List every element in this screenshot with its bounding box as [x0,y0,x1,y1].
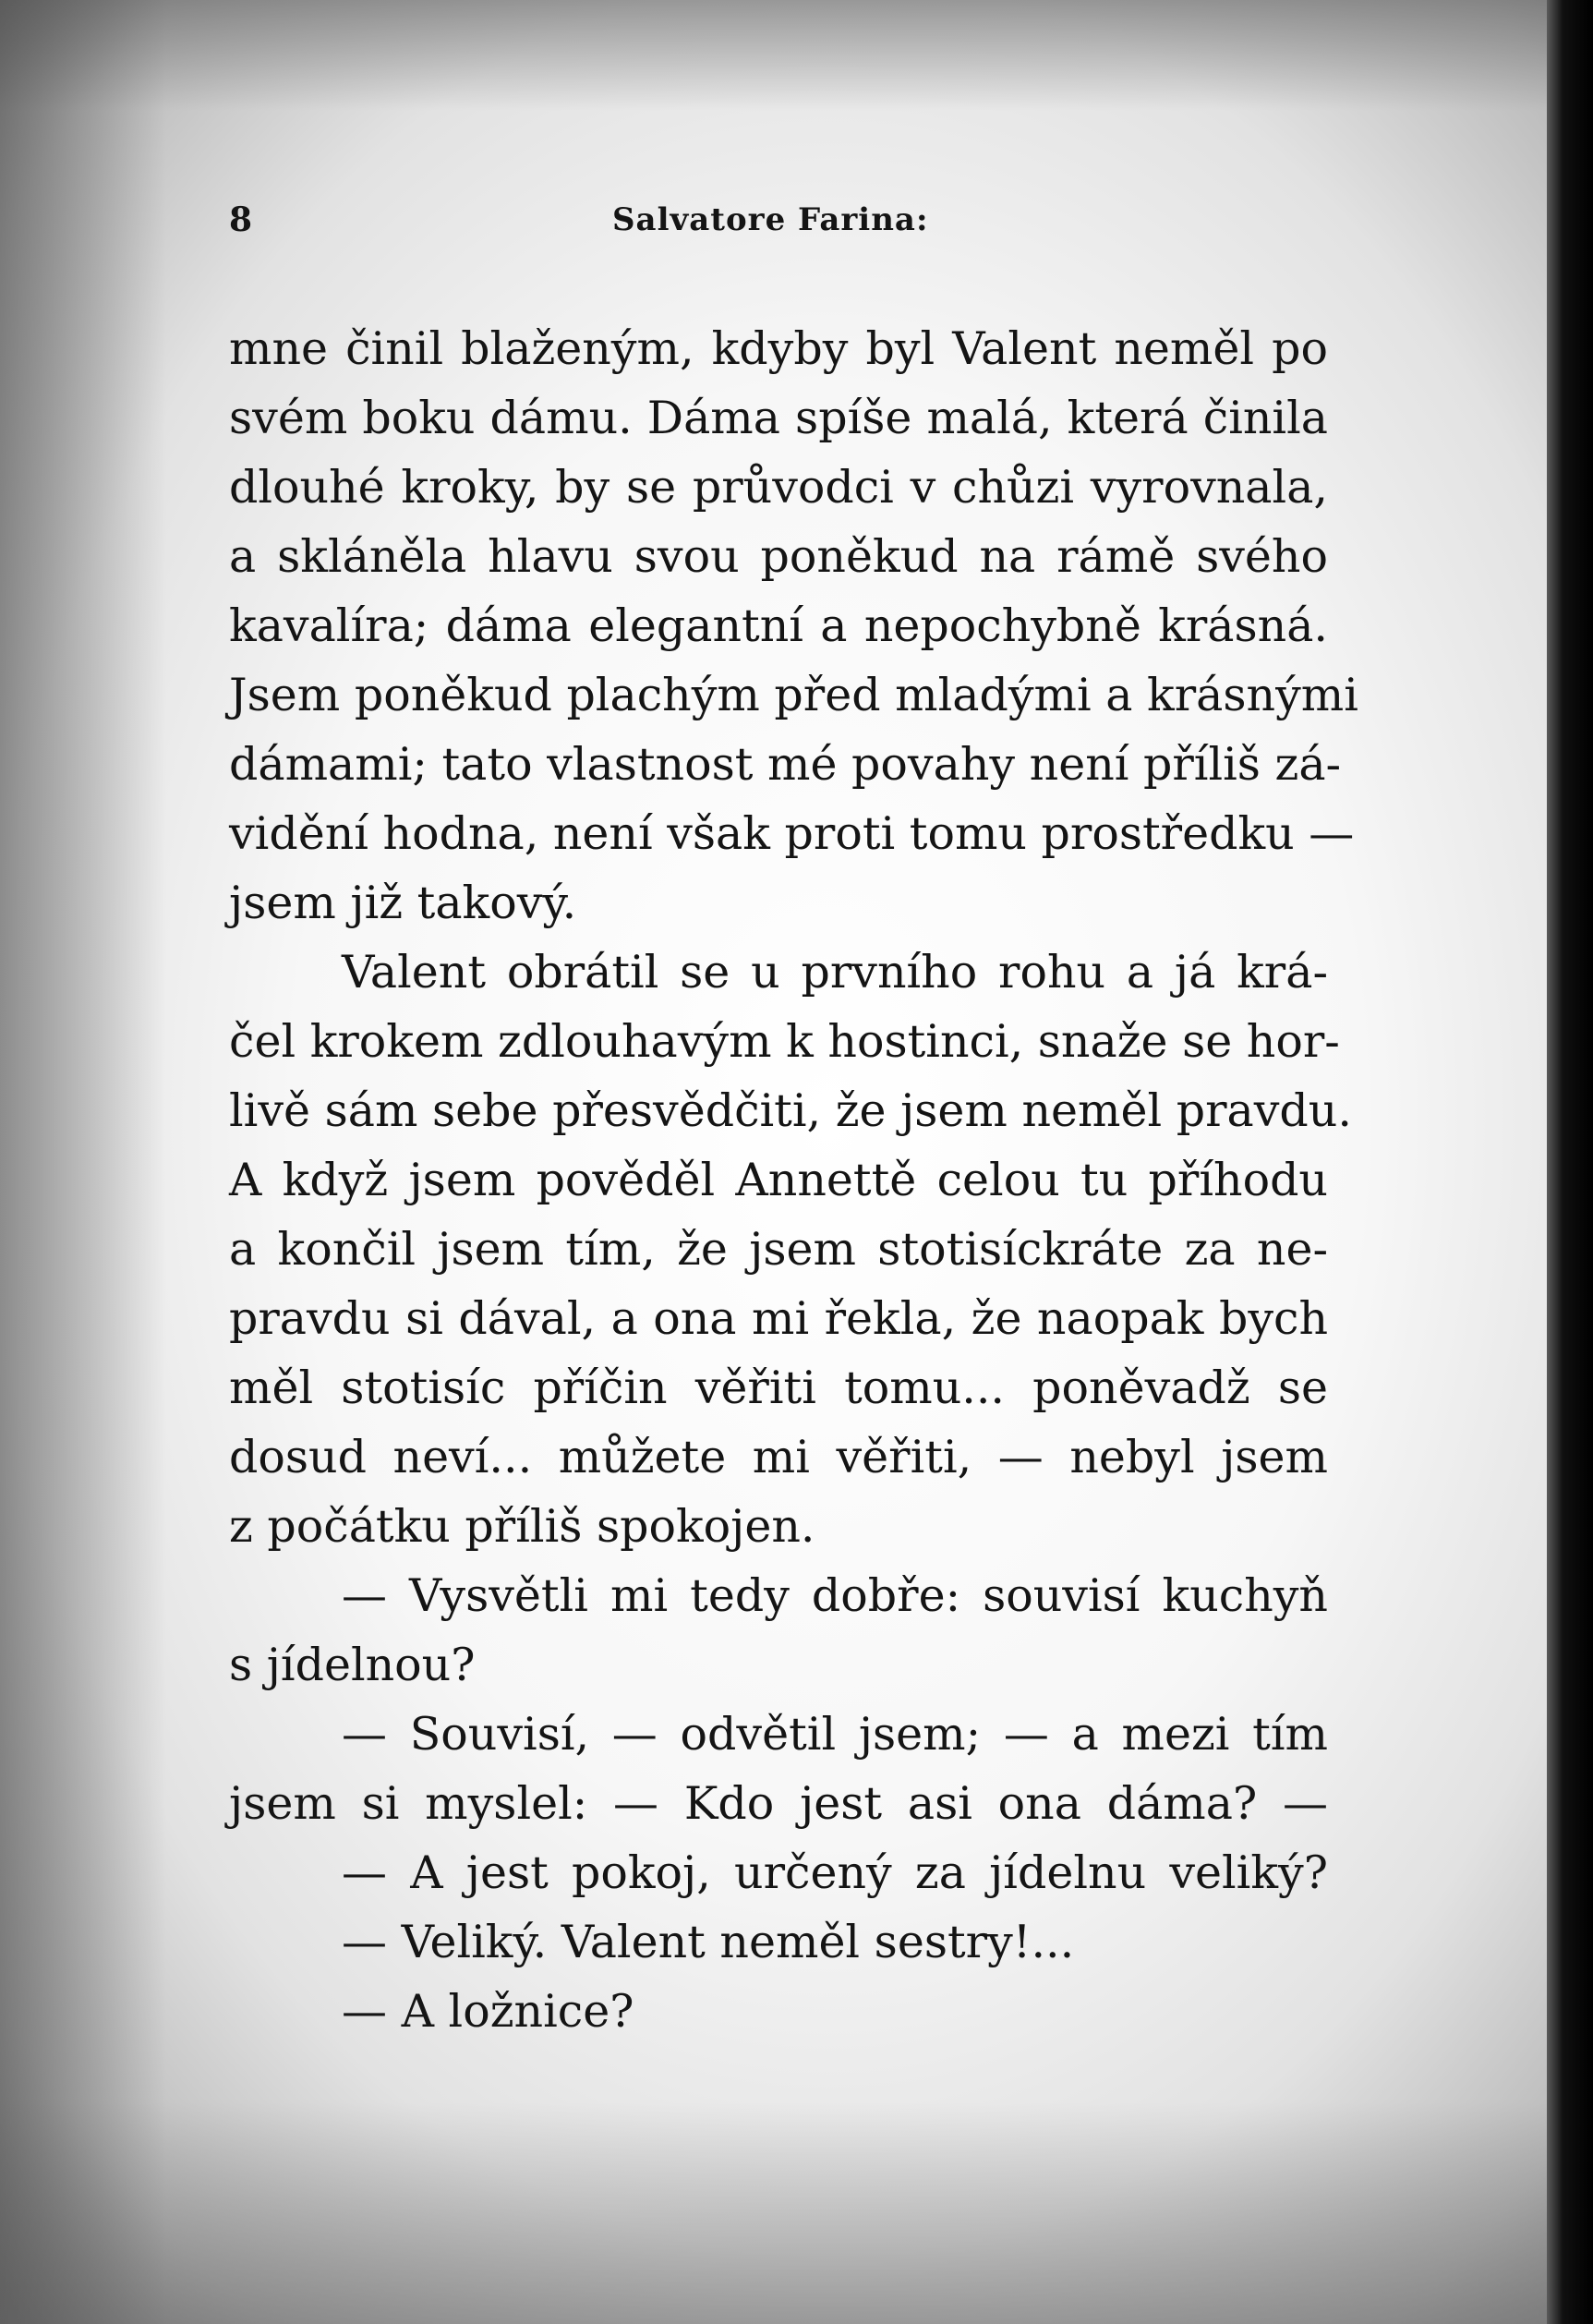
scan-shadow-bottom [0,2102,1547,2324]
scan-shadow-left [0,0,166,2324]
text-line: Jsem poněkud plachým před mladými a krásnými [229,669,1358,721]
text-line: — A ložnice? [342,1985,634,2038]
text-line: jsem si myslel: — Kdo jest asi ona dáma? — [229,1777,1328,1830]
body-text [229,314,1358,2046]
text-line: kavalíra; dáma elegantní a nepochybně krásná. [229,599,1328,652]
text-line: z počátku příliš spokojen. [229,1500,815,1553]
text-line: dosud neví... můžete mi věřiti, — nebyl jsem [229,1431,1328,1483]
text-line: — Vysvětli mi tedy dobře: souvisí kuchyň [342,1569,1328,1622]
text-line: vidění hodna, není však proti tomu prostředku — [229,807,1355,860]
page-header [229,192,1328,248]
text-line: A když jsem pověděl Annettě celou tu příhodu [229,1154,1328,1206]
text-line: a končil jsem tím, že jsem stotisíckráte za ne- [229,1223,1328,1276]
text-line: dlouhé kroky, by se průvodci v chůzi vyrovnala, [229,461,1328,514]
book-spine-edge [1547,0,1593,2324]
text-line: — Veliký. Valent neměl sestry!... [342,1916,1075,1968]
text-line: měl stotisíc příčin věřiti tomu... poněvadž se [229,1362,1328,1414]
text-line: mne činil blaženým, kdyby byl Valent neměl po [229,322,1328,375]
running-head: Salvatore Farina: [612,201,929,238]
text-line: s jídelnou? [229,1639,476,1691]
text-line: dámami; tato vlastnost mé povahy není příliš zá- [229,738,1342,791]
scan-shadow-top [0,0,1547,111]
page-number: 8 [229,200,253,239]
text-line: pravdu si dával, a ona mi řekla, že naopak bych [229,1292,1328,1345]
text-line: — Souvisí, — odvětil jsem; — a mezi tím [342,1708,1328,1761]
text-line: — A jest pokoj, určený za jídelnu veliký? [342,1846,1328,1899]
text-line: jsem již takový. [229,877,577,929]
text-line: livě sám sebe přesvědčiti, že jsem neměl pravdu. [229,1084,1352,1137]
text-line: čel krokem zdlouhavým k hostinci, snaže se hor- [229,1015,1340,1068]
text-line: svém boku dámu. Dáma spíše malá, která činila [229,392,1328,444]
text-line: a skláněla hlavu svou poněkud na rámě svého [229,530,1328,583]
text-line: Valent obrátil se u prvního rohu a já krá- [342,946,1328,999]
